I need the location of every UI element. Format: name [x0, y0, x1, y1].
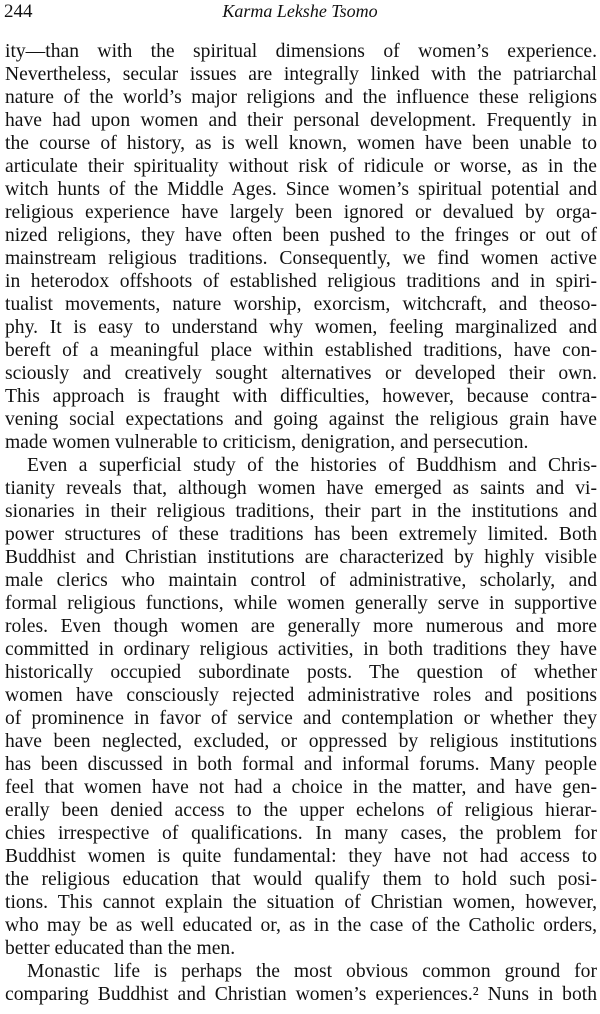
text-line: Nevertheless, secular issues are integrally linked with the patriarchal — [5, 64, 597, 85]
text-line: Buddhist women is quite fundamental: they have not had access to — [5, 846, 597, 867]
text-line: have had upon women and their personal development. Frequently in — [5, 110, 597, 131]
text-line: the religious education that would qualify them to hold such posi- — [5, 869, 597, 890]
text-line: tualist movements, nature worship, exorcism, witchcraft, and theoso- — [5, 294, 597, 315]
text-line: who may be as well educated or, as in the case of the Catholic orders, — [5, 915, 597, 936]
text-line: witch hunts of the Middle Ages. Since women’s spiritual potential and — [5, 179, 597, 200]
text-line: formal religious functions, while women generally serve in supportive — [5, 593, 597, 614]
page-header — [4, 0, 596, 24]
text-line: of prominence in favor of service and contemplation or whether they — [5, 708, 597, 729]
text-line: historically occupied subordinate posts. The question of whether — [5, 662, 597, 683]
text-line: This approach is fraught with difficulties, however, because contra- — [5, 386, 597, 407]
text-line: have been neglected, excluded, or oppressed by religious institutions — [5, 731, 597, 752]
text-line: better educated than the men. — [5, 938, 236, 959]
text-line: phy. It is easy to understand why women, feeling marginalized and — [5, 317, 597, 338]
text-line: Buddhist and Christian institutions are characterized by highly visible — [5, 547, 597, 568]
text-line: religious experience have largely been ignored or devalued by orga- — [5, 202, 597, 223]
text-line: sciously and creatively sought alternatives or developed their own. — [5, 363, 597, 384]
text-line: made women vulnerable to criticism, denigration, and persecution. — [5, 432, 529, 453]
page-number: 244 — [4, 1, 33, 22]
text-line: nature of the world’s major religions and the influence these religions — [5, 87, 597, 108]
text-line: tianity reveals that, although women have emerged as saints and vi- — [5, 478, 597, 499]
running-head: Karma Lekshe Tsomo — [222, 1, 378, 21]
text-line: nized religions, they have often been pushed to the fringes or out of — [5, 225, 597, 246]
text-line: bereft of a meaningful place within established traditions, have con- — [5, 340, 597, 361]
text-line: roles. Even though women are generally more numerous and more — [5, 616, 597, 637]
text-line: ity—than with the spiritual dimensions of women’s experience. — [5, 41, 597, 62]
text-line: the course of history, as is well known, women have been unable to — [5, 133, 597, 154]
body-text — [5, 40, 597, 1006]
text-line: feel that women have not had a choice in the matter, and have gen- — [5, 777, 597, 798]
text-line: women have consciously rejected administrative roles and positions — [5, 685, 597, 706]
text-line: in heterodox offshoots of established religious traditions and in spiri- — [5, 271, 597, 292]
text-line: chies irrespective of qualifications. In many cases, the problem for — [5, 823, 597, 844]
text-line: has been discussed in both formal and informal forums. Many people — [5, 754, 597, 775]
text-line: mainstream religious traditions. Consequently, we find women active — [5, 248, 597, 269]
text-line: tions. This cannot explain the situation of Christian women, however, — [5, 892, 597, 913]
text-line: articulate their spirituality without risk of ridicule or worse, as in the — [5, 156, 597, 177]
text-line: committed in ordinary religious activities, in both traditions they have — [5, 639, 597, 660]
text-line: comparing Buddhist and Christian women’s experiences.² Nuns in both — [5, 984, 597, 1005]
text-line: male clerics who maintain control of administrative, scholarly, and — [5, 570, 597, 591]
text-line: vening social expectations and going against the religious grain have — [5, 409, 597, 430]
text-line: erally been denied access to the upper echelons of religious hierar- — [5, 800, 597, 821]
text-line: Even a superficial study of the histories of Buddhism and Chris- — [27, 455, 597, 476]
text-line: Monastic life is perhaps the most obvious common ground for — [27, 961, 597, 982]
text-line: power structures of these traditions has been extremely limited. Both — [5, 524, 597, 545]
text-line: sionaries in their religious traditions, their part in the institutions and — [5, 501, 597, 522]
